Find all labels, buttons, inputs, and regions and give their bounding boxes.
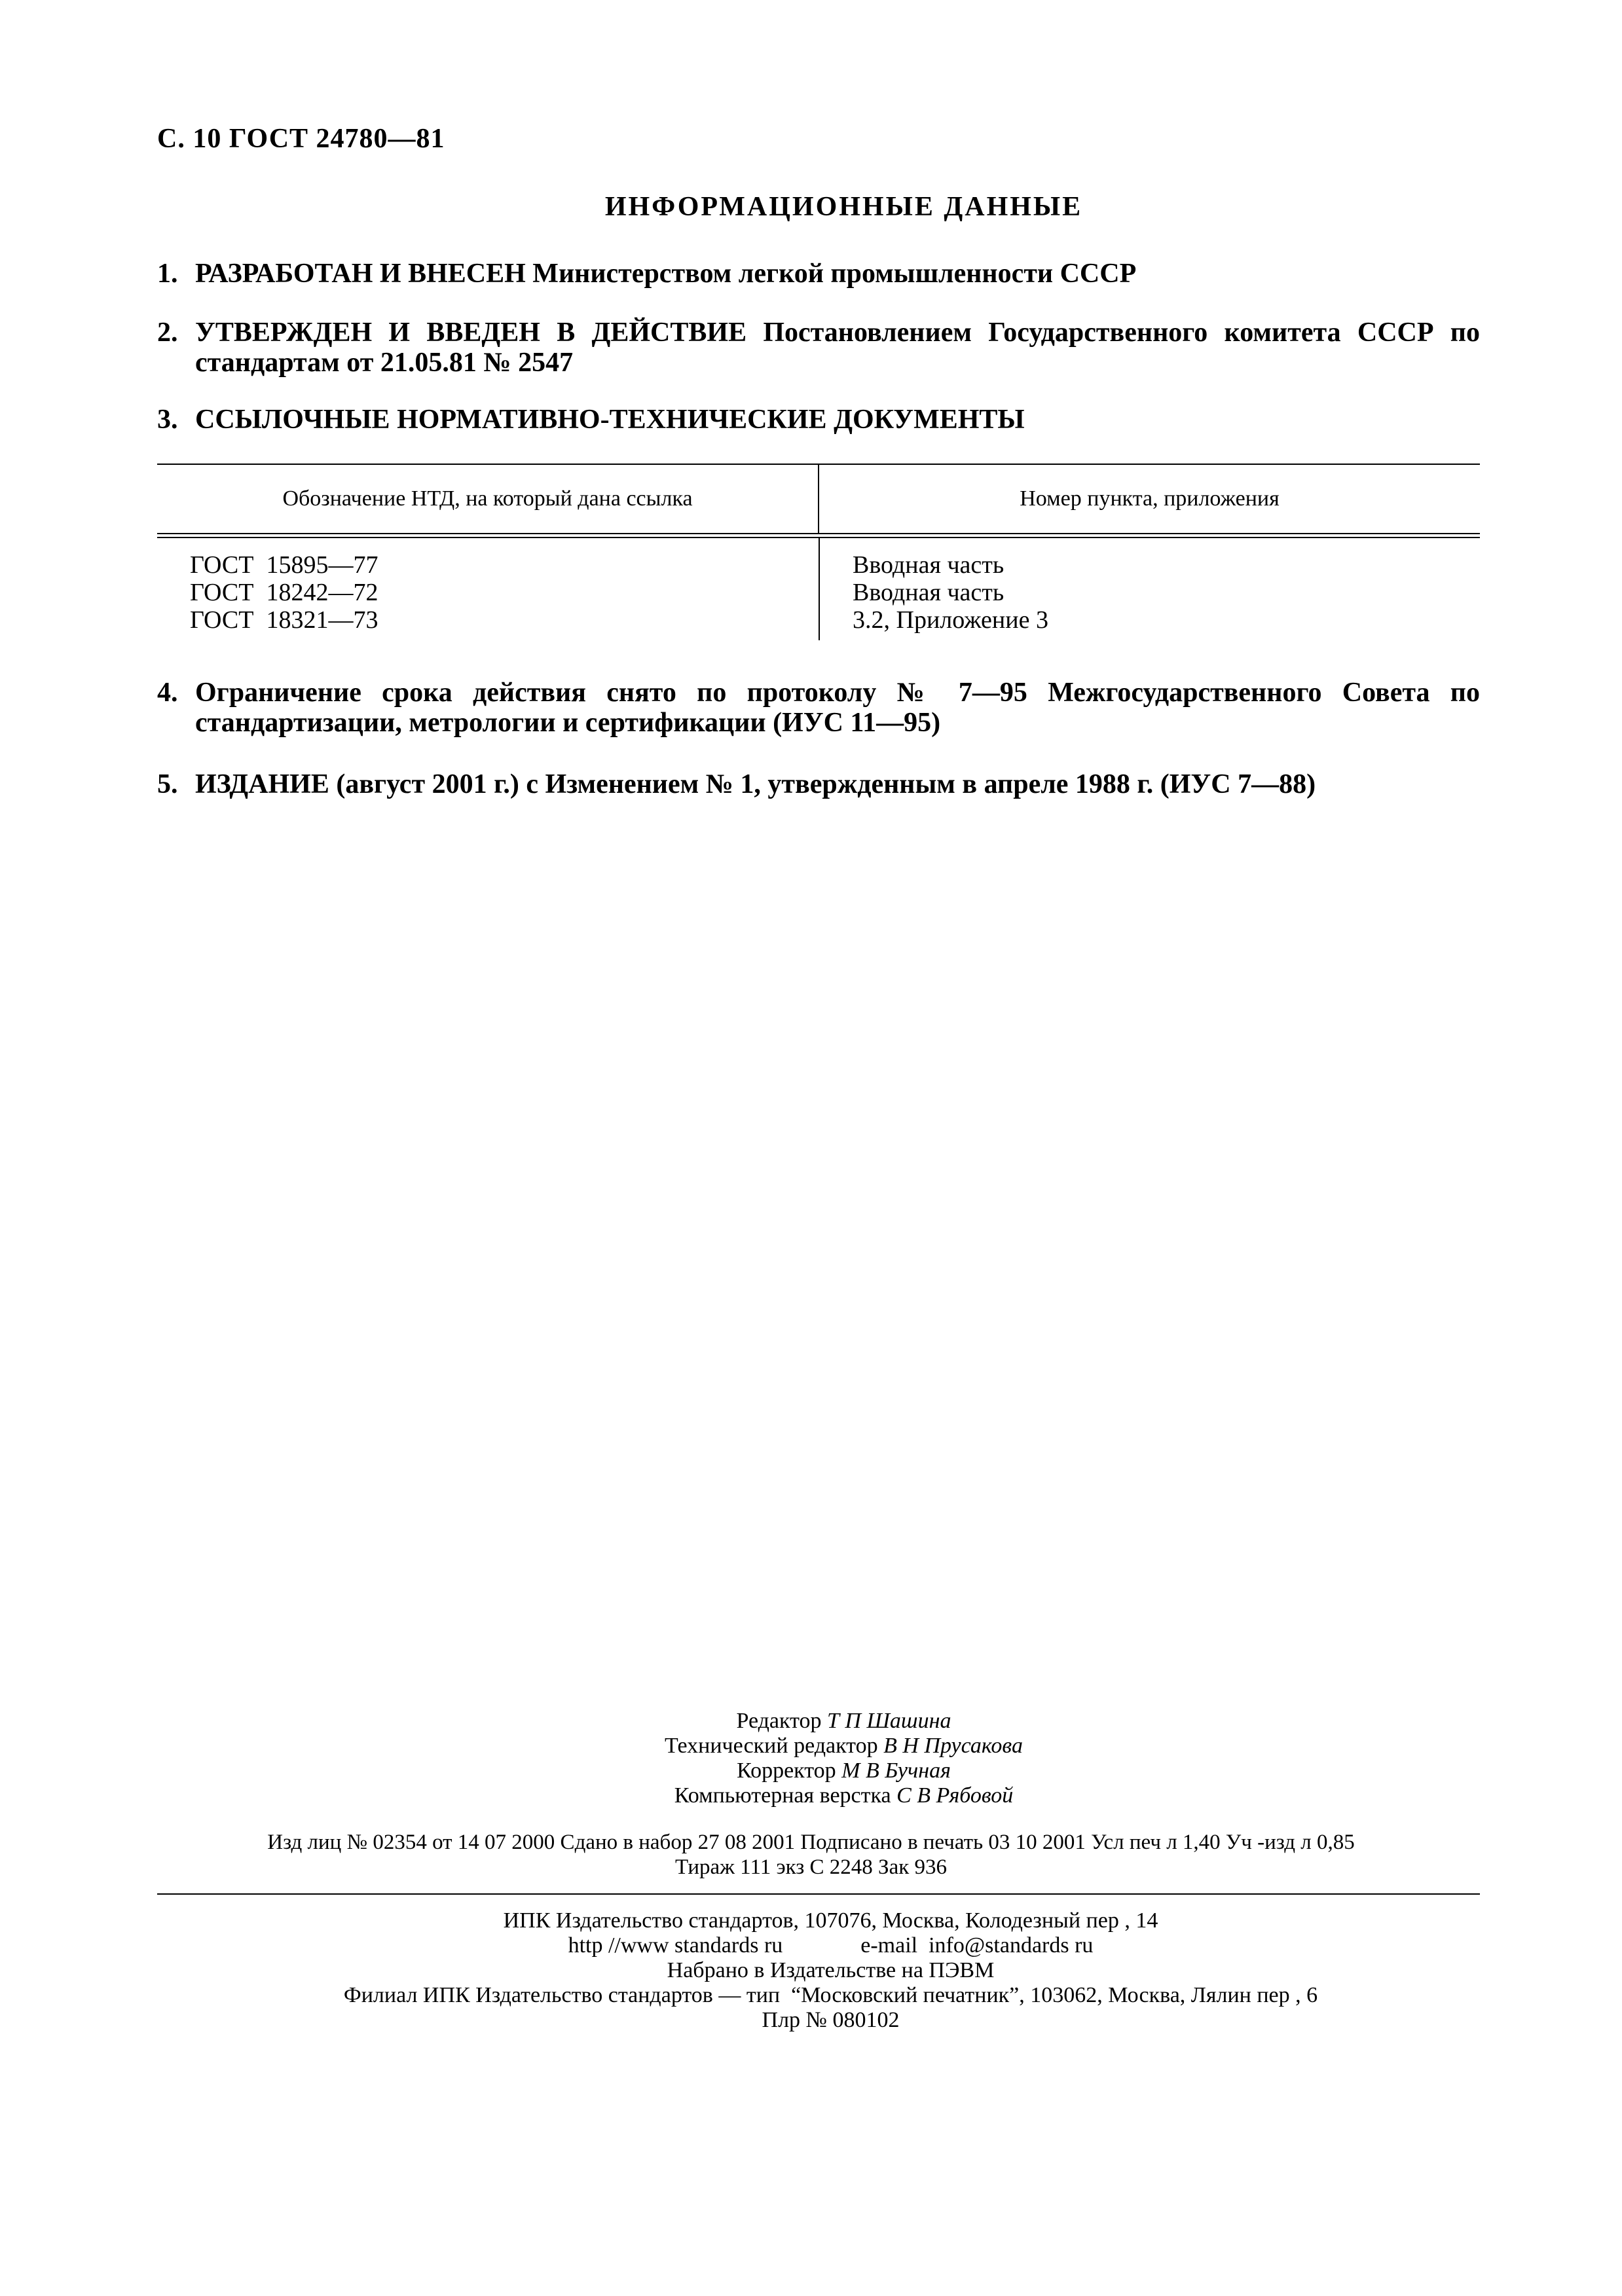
table-column-clauses	[819, 538, 1480, 640]
credit-name: В Н Прусакова	[883, 1734, 1023, 1758]
publisher-line: Плр № 080102	[762, 2008, 900, 2032]
table-body	[157, 538, 1480, 640]
table-cell: Вводная часть	[853, 579, 1005, 606]
pubinfo-line: Изд лиц № 02354 от 14 07 2000 Сдано в набор 27 08 2001 Подписано в печать 03 10 2001 Усл печ л 1,40 Уч -изд л 0,85	[267, 1831, 1355, 1854]
credit-line	[65, 1709, 1622, 1734]
table-column-documents	[157, 538, 819, 640]
credit-line	[65, 1734, 1622, 1758]
item-text: УТВЕРЖДЕН И ВВЕДЕН В ДЕЙСТВИЕ Постановлением Государственного комитета СССР по стандартам от 21.05.81 № 2547	[195, 318, 1480, 378]
credit-name: М В Бучная	[841, 1758, 951, 1783]
table-header-cell: Обозначение НТД, на который дана ссылка	[282, 486, 693, 511]
publisher-line: ИПК Издательство стандартов, 107076, Москва, Колодезный пер , 14	[503, 1908, 1158, 1933]
section-title: ИНФОРМАЦИОННЫЕ ДАННЫЕ	[604, 192, 1083, 222]
credit-role: Компьютерная верстка	[674, 1783, 891, 1808]
credit-role: Редактор	[736, 1709, 822, 1733]
table-cell: Вводная часть	[853, 551, 1005, 579]
imprint-divider	[157, 1893, 1480, 1895]
publisher-line: Набрано в Издательстве на ПЭВМ	[667, 1958, 995, 1982]
table-header-row	[157, 465, 1480, 533]
info-item-4	[157, 678, 1480, 738]
running-head: С. 10 ГОСТ 24780—81	[157, 124, 445, 154]
editorial-credits	[0, 1709, 1622, 1808]
publication-info	[0, 1830, 1622, 1880]
pubinfo-line: Тираж 111 экз С 2248 Зак 936	[674, 1855, 947, 1879]
item-number: 5.	[157, 769, 178, 799]
item-text: ИЗДАНИЕ (август 2001 г.) с Изменением № 1, утвержденным в апреле 1988 г. (ИУС 7—88)	[195, 769, 1316, 799]
item-text: ССЫЛОЧНЫЕ НОРМАТИВНО-ТЕХНИЧЕСКИЕ ДОКУМЕНТЫ	[195, 405, 1025, 435]
reference-documents-table	[157, 464, 1480, 640]
credit-line	[65, 1783, 1622, 1808]
credit-line	[65, 1758, 1622, 1783]
publisher-line: Филиал ИПК Издательство стандартов — тип “Московский печатник”, 103062, Москва, Лялин пер , 6	[343, 1983, 1318, 2007]
credit-name: С В Рябовой	[896, 1783, 1014, 1808]
credit-role: Технический редактор	[665, 1734, 878, 1758]
publisher-line: http //www standards ru e-mail info@standards ru	[568, 1933, 1094, 1958]
item-number: 3.	[157, 405, 178, 435]
info-item-5	[157, 769, 1480, 799]
info-item-2	[157, 318, 1480, 378]
item-number: 2.	[157, 318, 178, 348]
info-item-3	[157, 405, 1480, 435]
item-number: 4.	[157, 678, 178, 708]
table-cell: 3.2, Приложение 3	[853, 606, 1048, 634]
table-cell: ГОСТ 18321—73	[190, 606, 378, 634]
table-cell: ГОСТ 18242—72	[190, 579, 378, 606]
table-header-cell: Номер пункта, приложения	[818, 465, 1480, 533]
item-number: 1.	[157, 259, 178, 289]
table-header-rule	[157, 533, 1480, 538]
credit-name: Т П Шашина	[827, 1709, 951, 1733]
info-item-1	[157, 259, 1480, 289]
credit-role: Корректор	[737, 1758, 836, 1783]
item-text: Ограничение срока действия снято по протоколу № 7—95 Межгосударственного Совета по стандартизации, метрологии и сертификации (ИУС 11—95)	[195, 678, 1480, 738]
table-cell: ГОСТ 15895—77	[190, 551, 378, 579]
item-text: РАЗРАБОТАН И ВНЕСЕН Министерством легкой промышленности СССР	[195, 259, 1137, 289]
publisher-info	[0, 1908, 1622, 2033]
